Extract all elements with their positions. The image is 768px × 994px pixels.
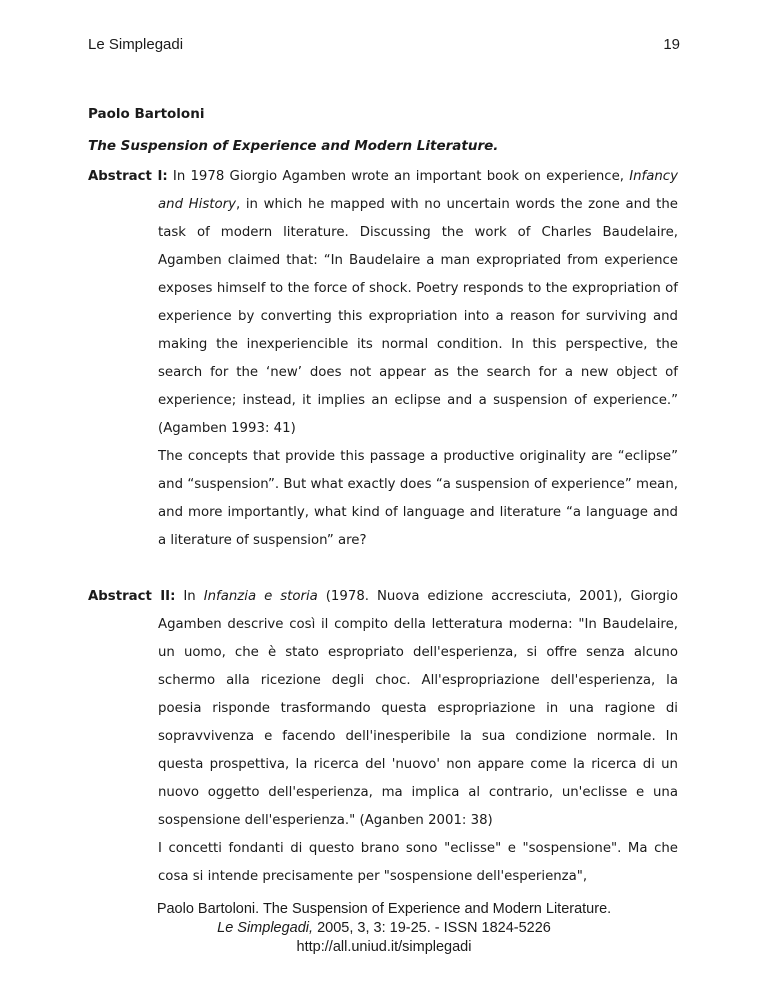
abstract-italian-text-b: (1978. Nuova edizione accresciuta, 2001), Giorgio Agamben descrive così il compito della letteratura moderna: "In Baudelaire, un uomo, che è stato espropriato dell'esperienza, si offre senza alcuno schermo alla ricezione degli choc. All'espropriazione dell'esperienza, la poesia risponde trasformando questa espropriazione in una ragione di sopravvivenza e facendo dell'inesperibile la sua condizione normale. In questa prospettiva, la ricerca del 'nuovo' non appare come la ricerca di un nuovo oggetto dell'esperienza, ma implica al contrario, un'eclisse e una sospensione dell'esperienza." (Aganben 2001: 38) <box>158 589 678 828</box>
footer-citation: Paolo Bartoloni. The Suspension of Experience and Modern Literature. <box>156 901 612 917</box>
footer-journal-name: Le Simplegadi, <box>217 920 314 936</box>
footer-issue-info: 2005, 3, 3: 19-25. - ISSN 1824-5226 <box>313 920 551 936</box>
abstract-english-paragraph-2: The concepts that provide this passage a productive originality are “eclipse” and “suspension”. But what exactly does “a suspension of experience” mean, and more importantly, what kind of language and literature “a language and a literature of suspension” are? <box>158 449 678 548</box>
abstract-english-label: Abstract I: <box>88 169 168 184</box>
book-title-italian: Infanzia e storia <box>203 589 318 604</box>
abstract-english-text-a: In 1978 Giorgio Agamben wrote an important book on experience, <box>167 169 630 184</box>
abstract-italian <box>88 583 678 891</box>
page-footer <box>0 900 768 957</box>
abstract-english <box>88 163 678 555</box>
page-number: 19 <box>663 36 680 53</box>
footer-url: http://all.uniud.it/simplegadi <box>296 939 472 955</box>
abstract-english-paragraph-1 <box>88 163 678 443</box>
abstract-italian-paragraph-2: I concetti fondanti di questo brano sono "eclisse" e "sospensione". Ma che cosa si intende precisamente per "sospensione dell'esperienza", <box>158 841 678 884</box>
abstract-italian-text-a: In <box>175 589 204 604</box>
abstract-italian-label: Abstract II: <box>88 589 176 604</box>
journal-name: Le Simplegadi <box>88 36 184 53</box>
running-header <box>88 36 680 56</box>
abstract-italian-paragraph-1 <box>88 583 678 835</box>
article-title: The Suspension of Experience and Modern Literature. <box>88 138 499 154</box>
footer-journal-line <box>0 919 768 938</box>
book-title-english: Infancy and History <box>158 169 678 212</box>
abstract-english-text-b: , in which he mapped with no uncertain words the zone and the task of modern literature. Discussing the work of Charles Baudelaire, Agamben claimed that: “In Baudelaire a man expropriated from experience exposes himself to the force of shock. Poetry responds to the expropriation of experience by converting this expropriation into a reason for surviving and making the inexperiencible its normal condition. In this perspective, the search for the ‘new’ does not appear as the search for a new object of experience; instead, it implies an eclipse and a suspension of experience.” (Agamben 1993: 41) <box>158 197 678 436</box>
author-name: Paolo Bartoloni <box>88 106 205 122</box>
